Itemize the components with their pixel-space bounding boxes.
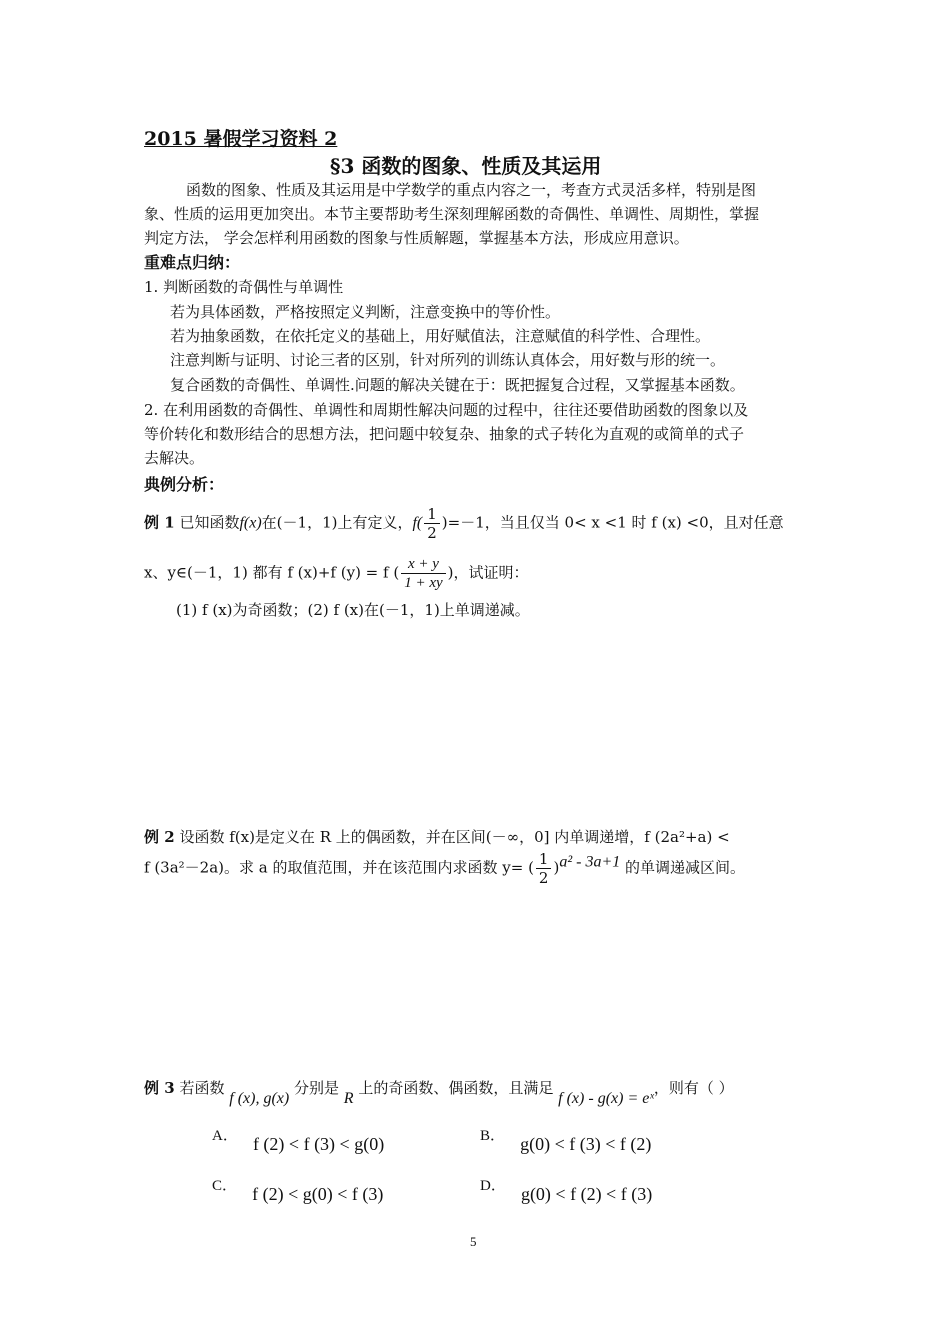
option-b-expr: g(0) < f (3) < f (2)	[520, 1134, 652, 1154]
example-1-text-c: )=－1，当且仅当 0< x <1 时 f (x) <0，且对任意	[441, 513, 784, 532]
example-3-equation: f (x) - g(x) = eˣ	[558, 1090, 654, 1107]
option-d-label: D．	[480, 1178, 506, 1194]
option-c[interactable]	[212, 1174, 384, 1204]
example-1-line-3: (1) f (x)为奇函数；(2) f (x)在(－1，1)上单调递减。	[176, 601, 530, 619]
example-2-text-2a: f (3a²－2a)。求 a 的取值范围，并在该范围内求函数 y= (	[144, 858, 534, 877]
option-d[interactable]	[480, 1174, 653, 1204]
example-3-stem	[144, 1076, 734, 1107]
example-1-line-2-a: x、y∈(－1，1) 都有 f (x)+f (y) = f (	[144, 563, 400, 582]
example-2-text-2b: 的单调递减区间。	[625, 858, 746, 877]
example-1-label: 例 1	[144, 513, 175, 532]
xy-numerator: x + y	[401, 555, 445, 574]
key-point-1a: 若为具体函数，严格按照定义判断，注意变换中的等价性。	[170, 303, 561, 321]
example-3-text-d: ，则有（ ）	[653, 1079, 734, 1097]
example-1-line-2-b: )，试证明：	[447, 563, 529, 582]
document-title: 2015 暑假学习资料 2	[144, 128, 338, 150]
example-1-line-2	[144, 555, 529, 592]
example-2-numerator: 1	[536, 850, 552, 869]
key-point-2-line-1: 2. 在利用函数的奇偶性、单调性和周期性解决问题的过程中，往往还要借助函数的图象以及	[144, 401, 749, 419]
example-3-text-c: 上的奇函数、偶函数，且满足	[358, 1079, 554, 1097]
example-2-line-2: f (3a²－2a)。求 a 的取值范围，并在该范围内求函数 y= ( $\frac{1}{2}$ )$^{a^2 - 3a+1}$ 的单调递减区间。	[144, 850, 746, 887]
key-point-1d: 复合函数的奇偶性、单调性.问题的解决关键在于：既把握复合过程，又掌握基本函数。	[170, 376, 745, 394]
fraction-denominator: 2	[427, 524, 437, 542]
key-points-heading: 重难点归纳：	[144, 253, 241, 272]
example-3-text-a: 若函数	[179, 1079, 225, 1097]
key-point-1c: 注意判断与证明、讨论三者的区别，针对所列的训练认真体会，用好数与形的统一。	[170, 351, 726, 369]
page-number: 5	[470, 1234, 477, 1249]
example-3-funcs: f (x), g(x)	[229, 1090, 290, 1107]
example-3-text-b: 分别是	[294, 1079, 340, 1097]
example-2-denominator: 2	[538, 869, 549, 887]
example-3-label: 例 3	[144, 1079, 175, 1097]
intro-line-1: 函数的图象、性质及其运用是中学数学的重点内容之一，考查方式灵活多样，特别是图	[186, 181, 757, 199]
xy-fraction	[401, 555, 445, 592]
example-1-f: f(	[412, 514, 423, 532]
example-2-line-1	[144, 825, 730, 849]
example-2-label: 例 2	[144, 828, 175, 846]
fraction-numerator: 1	[424, 505, 440, 524]
option-b[interactable]	[480, 1124, 652, 1154]
example-2-exponent: a² - 3a+1	[559, 853, 621, 871]
key-point-1-title: 1. 判断函数的奇偶性与单调性	[144, 278, 344, 296]
example-1-text-a: 已知函数	[179, 513, 240, 532]
intro-line-2: 象、性质的运用更加突出。本节主要帮助考生深刻理解函数的奇偶性、单调性、周期性，掌握	[144, 205, 760, 223]
intro-line-3: 判定方法， 学会怎样利用函数的图象与性质解题，掌握基本方法，形成应用意识。	[144, 229, 689, 247]
example-1-text-b: 在(－1，1)上有定义，	[261, 513, 413, 532]
example-3-domain: R	[343, 1090, 354, 1107]
option-a-label: A．	[212, 1128, 238, 1144]
option-a[interactable]	[212, 1124, 385, 1154]
option-d-expr: g(0) < f (2) < f (3)	[520, 1184, 653, 1204]
section-title: §3 函数的图象、性质及其运用	[330, 154, 602, 178]
example-1-line-1	[144, 505, 784, 542]
option-c-expr: f (2) < g(0) < f (3)	[252, 1184, 384, 1204]
example-2-half-fraction	[536, 850, 552, 887]
examples-heading: 典例分析：	[144, 475, 225, 494]
option-c-label: C．	[212, 1178, 238, 1194]
xy-denominator: 1 + xy	[404, 575, 443, 591]
option-b-label: B．	[480, 1128, 506, 1144]
key-point-2-line-3: 去解决。	[144, 449, 205, 467]
example-2-text-1: 设函数 f(x)是定义在 R 上的偶函数，并在区间(－∞，0] 内单调递增，f (2a²+a) <	[179, 828, 730, 846]
example-1-fx: f(x)	[239, 514, 262, 532]
half-fraction	[424, 505, 440, 542]
option-a-expr: f (2) < f (3) < g(0)	[252, 1134, 385, 1154]
key-point-2-line-2: 等价转化和数形结合的思想方法，把问题中较复杂、抽象的式子转化为直观的或简单的式子	[144, 425, 745, 443]
key-point-1b: 若为抽象函数，在依托定义的基础上，用好赋值法，注意赋值的科学性、合理性。	[170, 327, 711, 345]
